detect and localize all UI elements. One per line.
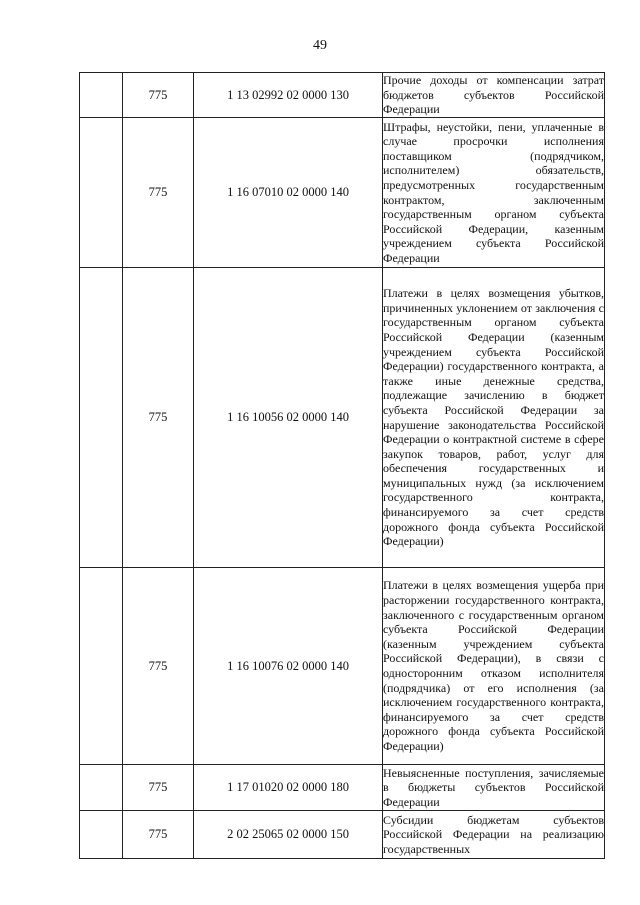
admin-code-cell: 775 — [123, 765, 194, 811]
budget-codes-table — [79, 72, 605, 859]
empty-cell — [80, 765, 123, 811]
description-cell — [383, 568, 605, 765]
description-text: Субсидии бюджетам субъектов Российской Федерации на реализацию государственных — [383, 812, 604, 856]
empty-cell — [80, 268, 123, 568]
kbk-code-cell: 2 02 25065 02 0000 150 — [194, 811, 383, 859]
description-text: Прочие доходы от компенсации затрат бюджетов субъектов Российской Федерации — [383, 73, 604, 117]
admin-code-cell: 775 — [123, 568, 194, 765]
description-cell — [383, 811, 605, 859]
table-row — [80, 568, 605, 765]
description-text: Платежи в целях возмещения ущерба при расторжении государственного контракта, заключенного с государственным органом субъекта Российской Федерации (казенным учреждением субъекта Российской Федерации), в связи с односторонним отказом исполнителя (подрядчика) от его исполнения (за исключением государственного контракта, финансируемого за счет средств дорожного фонда субъекта Российской Федерации) — [383, 578, 604, 753]
table-row — [80, 118, 605, 268]
empty-cell — [80, 568, 123, 765]
description-cell — [383, 118, 605, 268]
kbk-code-cell: 1 16 10056 02 0000 140 — [194, 268, 383, 568]
kbk-code-cell: 1 16 07010 02 0000 140 — [194, 118, 383, 268]
page-number: 49 — [313, 38, 327, 53]
empty-cell — [80, 118, 123, 268]
table-row — [80, 765, 605, 811]
kbk-code-cell: 1 13 02992 02 0000 130 — [194, 73, 383, 118]
description-text: Штрафы, неустойки, пени, уплаченные в случае просрочки исполнения поставщиком (подрядчиком, исполнителем) обязательств, предусмотренных государственным контрактом, заключенным государственным органом субъекта Российской Федерации, казенным учреждением субъекта Российской Федерации — [383, 119, 604, 265]
table-row — [80, 811, 605, 859]
description-text: Невыясненные поступления, зачисляемые в бюджеты субъектов Российской Федерации — [383, 765, 604, 809]
admin-code-cell: 775 — [123, 118, 194, 268]
description-cell — [383, 268, 605, 568]
admin-code-cell: 775 — [123, 811, 194, 859]
table-row — [80, 268, 605, 568]
empty-cell — [80, 73, 123, 118]
description-text: Платежи в целях возмещения убытков, причиненных уклонением от заключения с государственным органом субъекта Российской Федерации (казенным учреждением субъекта Российской Федерации) государственного контракта, а также иные денежные средства, подлежащие зачислению в бюджет субъекта Российской Федерации за нарушение законодательства Российской Федерации о контрактной системе в сфере закупок товаров, работ, услуг для обеспечения государственных и муниципальных нужд (за исключением государственного контракта, финансируемого за счет средств дорожного фонда субъекта Российской Федерации) — [383, 286, 604, 549]
description-cell — [383, 73, 605, 118]
kbk-code-cell: 1 16 10076 02 0000 140 — [194, 568, 383, 765]
admin-code-cell: 775 — [123, 268, 194, 568]
table-row — [80, 73, 605, 118]
description-cell — [383, 765, 605, 811]
admin-code-cell: 775 — [123, 73, 194, 118]
empty-cell — [80, 811, 123, 859]
kbk-code-cell: 1 17 01020 02 0000 180 — [194, 765, 383, 811]
